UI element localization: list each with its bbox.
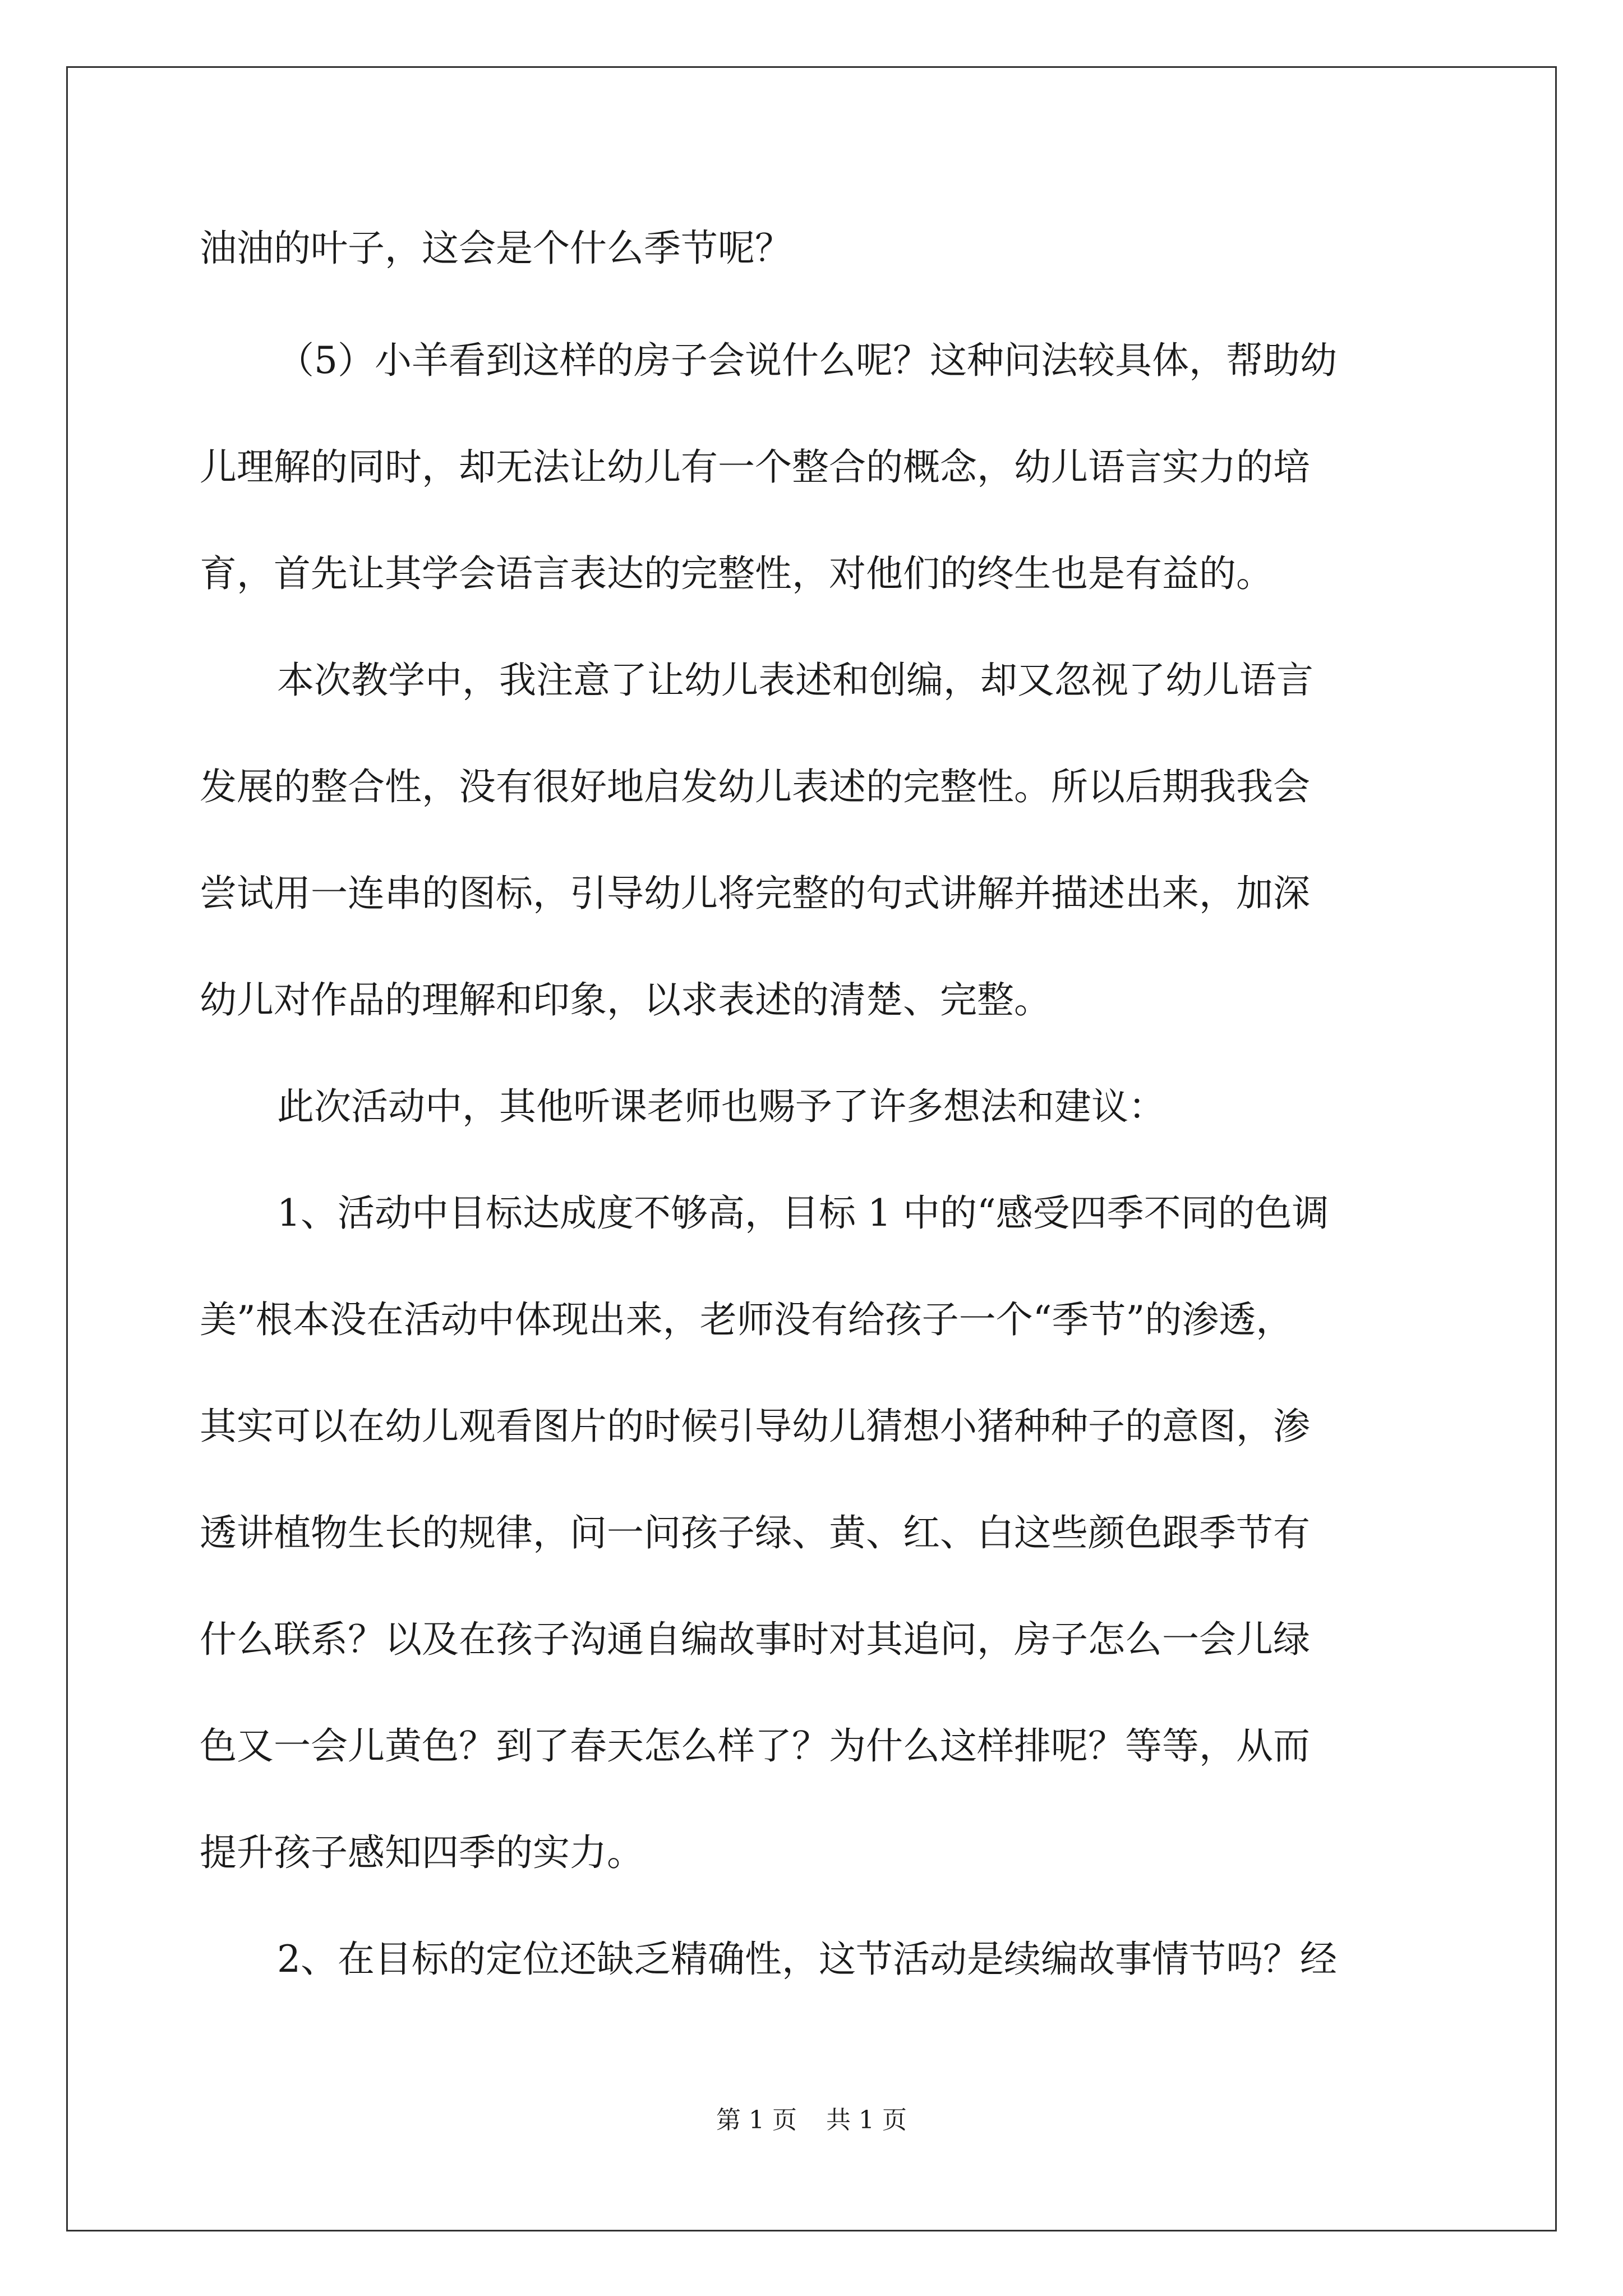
text-line: 尝试用一连串的图标，引导幼儿将完整的句式讲解并描述出来，加深 xyxy=(200,872,1310,915)
text-line: 幼儿对作品的理解和印象，以求表述的清楚、完整。 xyxy=(200,978,1051,1022)
text-line: 提升孩子感知四季的实力。 xyxy=(200,1831,644,1874)
page-number: 第 1 页 xyxy=(716,2106,797,2134)
text-line: 此次活动中，其他听课老师也赐予了许多想法和建议： xyxy=(277,1085,1165,1128)
text-line: （5）小羊看到这样的房子会说什么呢？这种问法较具体，帮助幼 xyxy=(277,339,1337,382)
text-line: 油油的叶子，这会是个什么季节呢？ xyxy=(200,227,792,270)
text-line: 色又一会儿黄色？到了春天怎么样了？为什么这样排呢？等等，从而 xyxy=(200,1724,1310,1768)
text-line: 透讲植物生长的规律，问一问孩子绿、黄、红、白这些颜色跟季节有 xyxy=(200,1511,1310,1554)
text-line: 发展的整合性，没有很好地启发幼儿表述的完整性。所以后期我我会 xyxy=(200,765,1310,808)
text-line: 儿理解的同时，却无法让幼儿有一个整合的概念，幼儿语言实力的培 xyxy=(200,445,1310,489)
text-line: 1、活动中目标达成度不够高，目标 1 中的“感受四季不同的色调 xyxy=(277,1191,1329,1235)
page-border xyxy=(66,66,1557,2231)
text-line: 本次教学中，我注意了让幼儿表述和创编，却又忽视了幼儿语言 xyxy=(277,659,1313,702)
text-line: 美”根本没在活动中体现出来，老师没有给孩子一个“季节”的渗透， xyxy=(200,1298,1293,1341)
page-footer xyxy=(0,2108,1623,2133)
text-line: 什么联系？以及在孩子沟通自编故事时对其追问，房子怎么一会儿绿 xyxy=(200,1618,1310,1661)
text-line: 2、在目标的定位还缺乏精确性，这节活动是续编故事情节吗？经 xyxy=(277,1938,1337,1981)
text-line: 其实可以在幼儿观看图片的时候引导幼儿猜想小猪种种子的意图，渗 xyxy=(200,1405,1310,1448)
text-line: 育，首先让其学会语言表达的完整性，对他们的终生也是有益的。 xyxy=(200,552,1273,595)
page-total: 共 1 页 xyxy=(826,2106,907,2134)
